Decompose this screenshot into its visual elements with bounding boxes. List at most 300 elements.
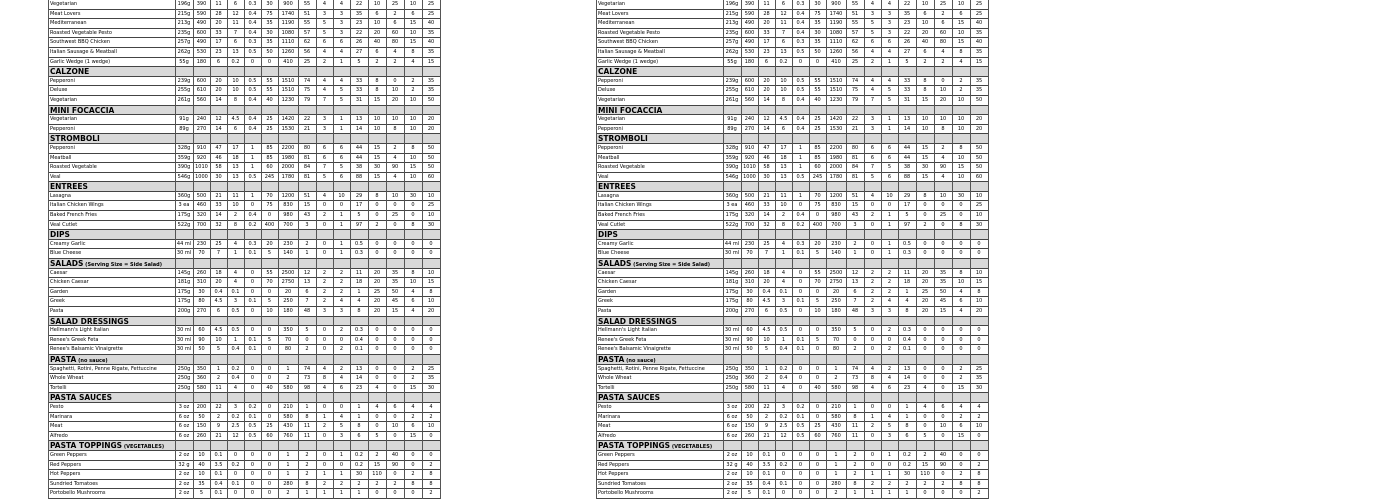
nutrient-value: 6 oz (726, 413, 738, 420)
nutrient-value: 25 (814, 423, 821, 430)
nutrient-value: 2 (959, 365, 963, 372)
nutrient-value: 600 (196, 29, 207, 36)
nutrient-value: 140 (831, 250, 841, 257)
nutrient-value: 44 (903, 154, 911, 161)
nutrient-value: 145g (725, 269, 739, 276)
nutrient-value: 0 (267, 413, 272, 420)
nutrient-value: 0 (959, 250, 963, 257)
nutrient-value: 12 (780, 432, 787, 439)
item-name: Green Peppers (50, 451, 87, 458)
nutrient-value: 10 (921, 125, 929, 132)
nutrient-value: 2 (764, 413, 769, 420)
nutrient-value: 3 (887, 10, 892, 17)
nutrient-value: 4.5 (214, 298, 223, 305)
nutrient-value: 18 (903, 279, 911, 286)
nutrient-value: 18 (215, 269, 222, 276)
nutrient-value: 44 (355, 154, 363, 161)
item-name: Portobello Mushrooms (598, 490, 654, 497)
nutrient-value: 560 (196, 96, 207, 103)
nutrient-value: 1 (305, 403, 309, 410)
nutrient-value: 0 (781, 451, 786, 458)
section-title: SALADS (Serving Size = Side Salad) (598, 259, 710, 269)
nutrient-value: 250 (283, 298, 293, 305)
nutrient-value: 980 (831, 212, 841, 219)
nutrient-value: 1 (887, 490, 892, 497)
item-name: Roasted Vegetable (50, 164, 97, 171)
nutrient-value: 8 (959, 221, 963, 228)
nutrient-value: 35 (975, 48, 983, 55)
nutrient-value: 0.1 (231, 480, 240, 487)
nutrient-value: 2 (233, 212, 238, 219)
nutrient-value: 5 (853, 327, 857, 334)
nutrient-value: 40 (266, 384, 273, 391)
nutrient-value: 10 (215, 336, 222, 343)
nutrient-value: 1 (286, 471, 290, 478)
nutrient-value: 0 (941, 471, 945, 478)
nutrient-value: 2750 (829, 279, 843, 286)
nutrient-value: 10 (939, 116, 947, 123)
nutrient-value: 0 (393, 384, 397, 391)
nutrient-value: 10 (427, 298, 435, 305)
nutrient-value: 0 (798, 308, 803, 314)
nutrient-value: 27 (903, 48, 911, 55)
nutrient-value: 75 (266, 202, 273, 209)
nutrient-value: 2 (375, 221, 379, 228)
nutrient-value: 0 (977, 250, 981, 257)
nutrient-value: 0.1 (248, 346, 257, 353)
nutrient-value: 4 (870, 384, 875, 391)
nutrient-value: 15 (373, 154, 381, 161)
item-name: Roasted Vegetable Pesto (598, 29, 660, 36)
nutrient-value: 1 (887, 221, 892, 228)
nutrient-value: 15 (303, 202, 311, 209)
nutrient-value: 30 (957, 192, 965, 199)
nutrient-value: 10 (427, 192, 435, 199)
nutrient-value: 40 (427, 20, 435, 27)
nutrient-value: 920 (744, 154, 755, 161)
nutrient-value: 55 (814, 77, 821, 84)
nutrient-value: 2 (977, 461, 981, 468)
nutrient-value: 35 (427, 375, 435, 382)
item-name: Renee's Greek Feta (50, 336, 99, 343)
nutrient-value: 13 (232, 164, 239, 171)
nutrient-value: 250g (177, 365, 191, 372)
nutrient-value: 1 (250, 154, 255, 161)
nutrient-value: 3 oz (726, 403, 738, 410)
nutrient-value: 0 (267, 480, 272, 487)
nutrient-value: 55 (851, 1, 859, 7)
nutrient-value: 200 (196, 403, 207, 410)
nutrient-value: 10 (373, 125, 381, 132)
nutrient-value: 3 (887, 308, 892, 314)
nutrient-value: 1 (887, 116, 892, 123)
nutrient-value: 43 (851, 212, 859, 219)
nutrient-value: 350 (196, 365, 207, 372)
nutrient-value: 75 (303, 87, 311, 94)
nutrient-value: 10 (957, 116, 965, 123)
item-name: Renee's Greek Feta (598, 336, 647, 343)
nutrient-value: 0 (815, 471, 820, 478)
nutrient-value: 255g (177, 87, 191, 94)
item-name: Pesto (50, 403, 64, 410)
nutrient-value: 1 (250, 144, 255, 151)
nutrient-value: 0.1 (248, 336, 257, 343)
nutrient-value: 359g (177, 154, 191, 161)
nutrient-value: 4 (959, 288, 963, 295)
nutrient-value: 75 (266, 10, 273, 17)
nutrient-value: 0 (815, 490, 820, 497)
nutrient-value: 2 (429, 461, 433, 468)
nutrient-value: 4 (870, 48, 875, 55)
nutrient-value: 8 (233, 221, 238, 228)
item-name: Garlic Wedge (1 wedge) (50, 58, 111, 65)
nutrient-value: 610 (196, 87, 207, 94)
nutrient-value: 0 (923, 365, 927, 372)
nutrient-value: 3 (781, 298, 786, 305)
nutrient-value: 35 (746, 480, 753, 487)
nutrient-value: 20 (427, 125, 435, 132)
nutrient-value: 8 (429, 471, 433, 478)
nutrient-value: 490 (196, 20, 207, 27)
nutrient-value: 0 (815, 212, 820, 219)
item-name: Roasted Vegetable (598, 164, 645, 171)
nutrient-value: 4 (233, 269, 238, 276)
nutrient-value: 11 (355, 269, 363, 276)
nutrient-value: 7 (216, 250, 221, 257)
nutrient-value: 1200 (281, 192, 295, 199)
nutrient-value: 2 (429, 413, 433, 420)
nutrient-value: 1000 (743, 173, 756, 180)
nutrient-value: 6 (923, 48, 927, 55)
nutrient-value: 35 (355, 10, 363, 17)
nutrient-value: 2 (305, 471, 309, 478)
nutrient-value: 0 (339, 336, 344, 343)
nutrient-value: 1260 (829, 48, 843, 55)
nutrient-value: 40 (266, 96, 273, 103)
nutrient-value: 40 (939, 451, 947, 458)
nutrient-value: 1 (798, 164, 803, 171)
nutrient-value: 2 (887, 480, 892, 487)
nutrient-value: 0 (923, 336, 927, 343)
nutrient-value: 4 (233, 384, 238, 391)
grid-line (440, 0, 441, 499)
nutrient-value: 3 (322, 116, 327, 123)
nutrient-value: 0.4 (248, 20, 257, 27)
nutrient-value: 2 (393, 144, 397, 151)
nutrient-value: 55 (851, 20, 859, 27)
nutrient-value: 10 (409, 279, 417, 286)
nutrient-value: 15 (957, 164, 965, 171)
nutrient-value: 590 (744, 10, 755, 17)
nutrient-value: 4 (322, 48, 327, 55)
nutrient-value: 6 (959, 10, 963, 17)
nutrient-value: 0.2 (903, 451, 911, 458)
nutrient-value: 30 ml (176, 336, 192, 343)
nutrient-value: 8 (305, 480, 309, 487)
nutrient-value: 21 (851, 125, 859, 132)
nutrient-value: 0.5 (231, 308, 240, 314)
item-name: Baked French Fries (50, 212, 97, 219)
nutrient-value: 590 (196, 10, 207, 17)
nutrient-value: 4 (322, 87, 327, 94)
nutrient-value: 10 (338, 192, 345, 199)
section-subtitle: (VEGETABLES) (670, 444, 713, 451)
nutrient-value: 522g (177, 221, 191, 228)
nutrient-value: 8 (853, 480, 857, 487)
nutrient-value: 0.2 (248, 221, 257, 228)
nutrient-value: 530 (196, 48, 207, 55)
nutrient-value: 13 (903, 116, 911, 123)
nutrient-value: 2 oz (726, 471, 738, 478)
nutrient-value: 10 (957, 125, 965, 132)
nutrient-value: 4.5 (214, 327, 223, 334)
item-name: Pasta (50, 308, 64, 314)
item-name: Pepperoni (598, 125, 623, 132)
nutrient-value: 0 (870, 461, 875, 468)
nutrient-value: 28 (215, 10, 222, 17)
nutrient-value: 0 (870, 451, 875, 458)
nutrient-value: 10 (975, 192, 983, 199)
nutrient-value: 0 (375, 375, 379, 382)
nutrient-value: 5 (815, 336, 820, 343)
nutrient-value: 30 (903, 471, 911, 478)
nutrient-value: 0 (815, 327, 820, 334)
nutrient-value: 10 (409, 29, 417, 36)
item-name: Caesar (598, 269, 616, 276)
nutrient-value: 57 (303, 29, 311, 36)
nutrient-value: 15 (391, 308, 399, 314)
nutrient-value: 2 (357, 480, 361, 487)
nutrient-value: 20 (921, 29, 929, 36)
nutrient-value: 0 (250, 471, 255, 478)
nutrient-value: 1 (339, 490, 344, 497)
nutrient-value: 350 (283, 327, 293, 334)
nutrient-value: 11 (851, 432, 859, 439)
nutrient-value: 0 (923, 327, 927, 334)
nutrient-value: 10 (975, 269, 983, 276)
nutrient-value: 400 (812, 221, 823, 228)
nutrient-value: 2 (375, 451, 379, 458)
nutrient-value: 25 (814, 116, 821, 123)
nutrient-value: 0 (250, 58, 255, 65)
item-name: Pepperoni (598, 144, 623, 151)
nutrient-value: 1 (870, 471, 875, 478)
nutrient-value: 0 (322, 327, 327, 334)
item-name: Mediterranean (598, 20, 635, 27)
item-name: Sundried Tomatoes (598, 480, 646, 487)
nutrient-value: 4 (322, 1, 327, 7)
nutrient-value: 1 (322, 471, 327, 478)
nutrient-value: 150 (744, 423, 755, 430)
nutrient-value: 0 (429, 451, 433, 458)
nutrient-value: 0 (941, 202, 945, 209)
nutrient-value: 8 (411, 221, 415, 228)
nutrient-value: 79 (851, 96, 859, 103)
nutrient-value: 8 (322, 375, 327, 382)
nutrient-value: 0 (429, 432, 433, 439)
nutrient-value: 0 (375, 250, 379, 257)
section-title: ENTREES (50, 182, 88, 192)
grid-line (227, 0, 228, 499)
nutrient-value: 10 (391, 116, 399, 123)
nutrient-value: 12 (780, 10, 787, 17)
nutrient-value: 3 (887, 432, 892, 439)
nutrient-value: 85 (266, 144, 273, 151)
nutrient-value: 0 (429, 336, 433, 343)
nutrient-value: 830 (831, 202, 841, 209)
nutrient-value: 181g (177, 279, 191, 286)
nutrient-value: 10 (746, 471, 753, 478)
nutrient-value: 25 (975, 365, 983, 372)
nutrient-value: 0.2 (231, 58, 240, 65)
item-name: Whole Wheat (598, 375, 632, 382)
nutrient-value: 10 (198, 451, 205, 458)
nutrient-value: 700 (831, 221, 841, 228)
nutrient-value: 3 (870, 308, 875, 314)
nutrient-value: 10 (975, 298, 983, 305)
nutrient-value: 46 (763, 154, 770, 161)
nutrient-value: 580 (744, 384, 755, 391)
nutrient-value: 4 (959, 58, 963, 65)
nutrient-value: 6 (941, 403, 945, 410)
nutrient-value: 310 (196, 279, 207, 286)
nutrient-value: 1 (322, 490, 327, 497)
nutrient-value: 22 (355, 1, 363, 7)
nutrient-value: 2 (411, 375, 415, 382)
nutrient-value: 40 (373, 39, 381, 46)
grid-line (386, 0, 387, 499)
nutrient-value: 0.3 (248, 1, 257, 7)
nutrient-value: 1110 (829, 39, 843, 46)
nutrient-value: 2 (216, 413, 221, 420)
nutrient-value: 7 (322, 96, 327, 103)
nutrient-value: 0.3 (903, 250, 911, 257)
nutrient-value: 60 (391, 29, 399, 36)
nutrient-value: 390 (744, 1, 755, 7)
nutrient-value: 110 (920, 471, 930, 478)
nutrient-value: 0 (233, 490, 238, 497)
nutrient-value: 20 (373, 298, 381, 305)
nutrient-value: 4 (941, 173, 945, 180)
nutrient-value: 10 (409, 1, 417, 7)
item-name: Greek (50, 298, 65, 305)
nutrient-value: 15 (975, 58, 983, 65)
nutrient-value: 25 (975, 202, 983, 209)
nutrient-value: 1 (339, 250, 344, 257)
nutrient-value: 4 (339, 1, 344, 7)
nutrient-value: 5 (815, 250, 820, 257)
grid-line (881, 0, 882, 499)
nutrient-value: 4.5 (779, 116, 788, 123)
nutrient-value: 0 (959, 461, 963, 468)
nutrient-value: 0 (781, 471, 786, 478)
nutrient-value: 2 (411, 413, 415, 420)
nutrient-value: 20 (373, 29, 381, 36)
nutrient-value: 97 (903, 221, 911, 228)
nutrient-value: 70 (746, 250, 753, 257)
nutrient-value: 55 (266, 269, 273, 276)
section-title: STROMBOLI (598, 134, 648, 144)
nutrient-value: 0.3 (796, 39, 805, 46)
nutrient-value: 8 (923, 87, 927, 94)
nutrient-value: 0 (250, 308, 255, 314)
nutrient-value: 0 (941, 375, 945, 382)
item-name: Meat Lovers (598, 10, 629, 17)
grid-line (261, 0, 262, 499)
nutrient-value: 2 (977, 490, 981, 497)
nutrient-value: 2 (393, 58, 397, 65)
nutrient-value: 14 (903, 125, 911, 132)
nutrient-value: 15 (409, 20, 417, 27)
nutrient-value: 31 (903, 96, 911, 103)
nutrient-value: 5 (322, 29, 327, 36)
nutrient-value: 262g (177, 48, 191, 55)
nutrient-value: 10 (373, 116, 381, 123)
nutrient-value: 10 (409, 173, 417, 180)
nutrient-value: 0 (267, 58, 272, 65)
nutrient-value: 2 (870, 288, 875, 295)
nutrient-value: 0 (393, 327, 397, 334)
nutrient-value: 0.1 (231, 288, 240, 295)
grid-line (298, 0, 299, 499)
nutrient-value: 5 (923, 432, 927, 439)
nutrient-value: 0.2 (779, 461, 788, 468)
nutrient-value: 0 (429, 240, 433, 247)
nutrient-value: 0.2 (355, 451, 363, 458)
nutrient-value: 7 (781, 29, 786, 36)
nutrient-value: 4 (393, 154, 397, 161)
nutrient-value: 175g (725, 288, 739, 295)
nutrient-value: 21 (303, 125, 311, 132)
nutrient-value: 0 (798, 279, 803, 286)
item-name: Southwest BBQ Chicken (598, 39, 658, 46)
nutrient-value: 280 (831, 480, 841, 487)
nutrient-value: 10 (921, 116, 929, 123)
nutrient-value: 0 (798, 451, 803, 458)
nutrient-value: 0.3 (355, 250, 363, 257)
nutrient-value: 580 (196, 384, 207, 391)
nutrient-value: 0 (977, 346, 981, 353)
nutrient-value: 1 (233, 336, 238, 343)
grid-line (741, 0, 742, 499)
nutrient-value: 1 (339, 221, 344, 228)
nutrient-value: 0 (923, 346, 927, 353)
nutrient-value: 2200 (281, 144, 295, 151)
nutrient-value: 175g (177, 288, 191, 295)
nutrient-value: 0.1 (248, 298, 257, 305)
nutrient-value: 140 (283, 250, 293, 257)
nutrient-value: 55 (266, 87, 273, 94)
nutrient-value: 0 (322, 202, 327, 209)
nutrient-value: 40 (198, 461, 205, 468)
nutrient-value: 0.4 (796, 10, 805, 17)
nutrient-value: 0 (815, 365, 820, 372)
nutrient-value: 15 (373, 173, 381, 180)
nutrient-value: 2 (429, 490, 433, 497)
nutrient-value: 11 (215, 1, 222, 7)
nutrient-value: 15 (373, 144, 381, 151)
nutrient-value: 1 (305, 490, 309, 497)
nutrient-value: 13 (303, 279, 311, 286)
grid-line (350, 0, 351, 499)
nutrition-table-left (48, 0, 441, 499)
nutrient-value: 50 (427, 164, 435, 171)
nutrient-value: 2500 (829, 269, 843, 276)
nutrient-value: 30 (921, 164, 929, 171)
nutrient-value: 22 (215, 403, 222, 410)
nutrient-value: 1 (339, 125, 344, 132)
nutrient-value: 0 (250, 375, 255, 382)
